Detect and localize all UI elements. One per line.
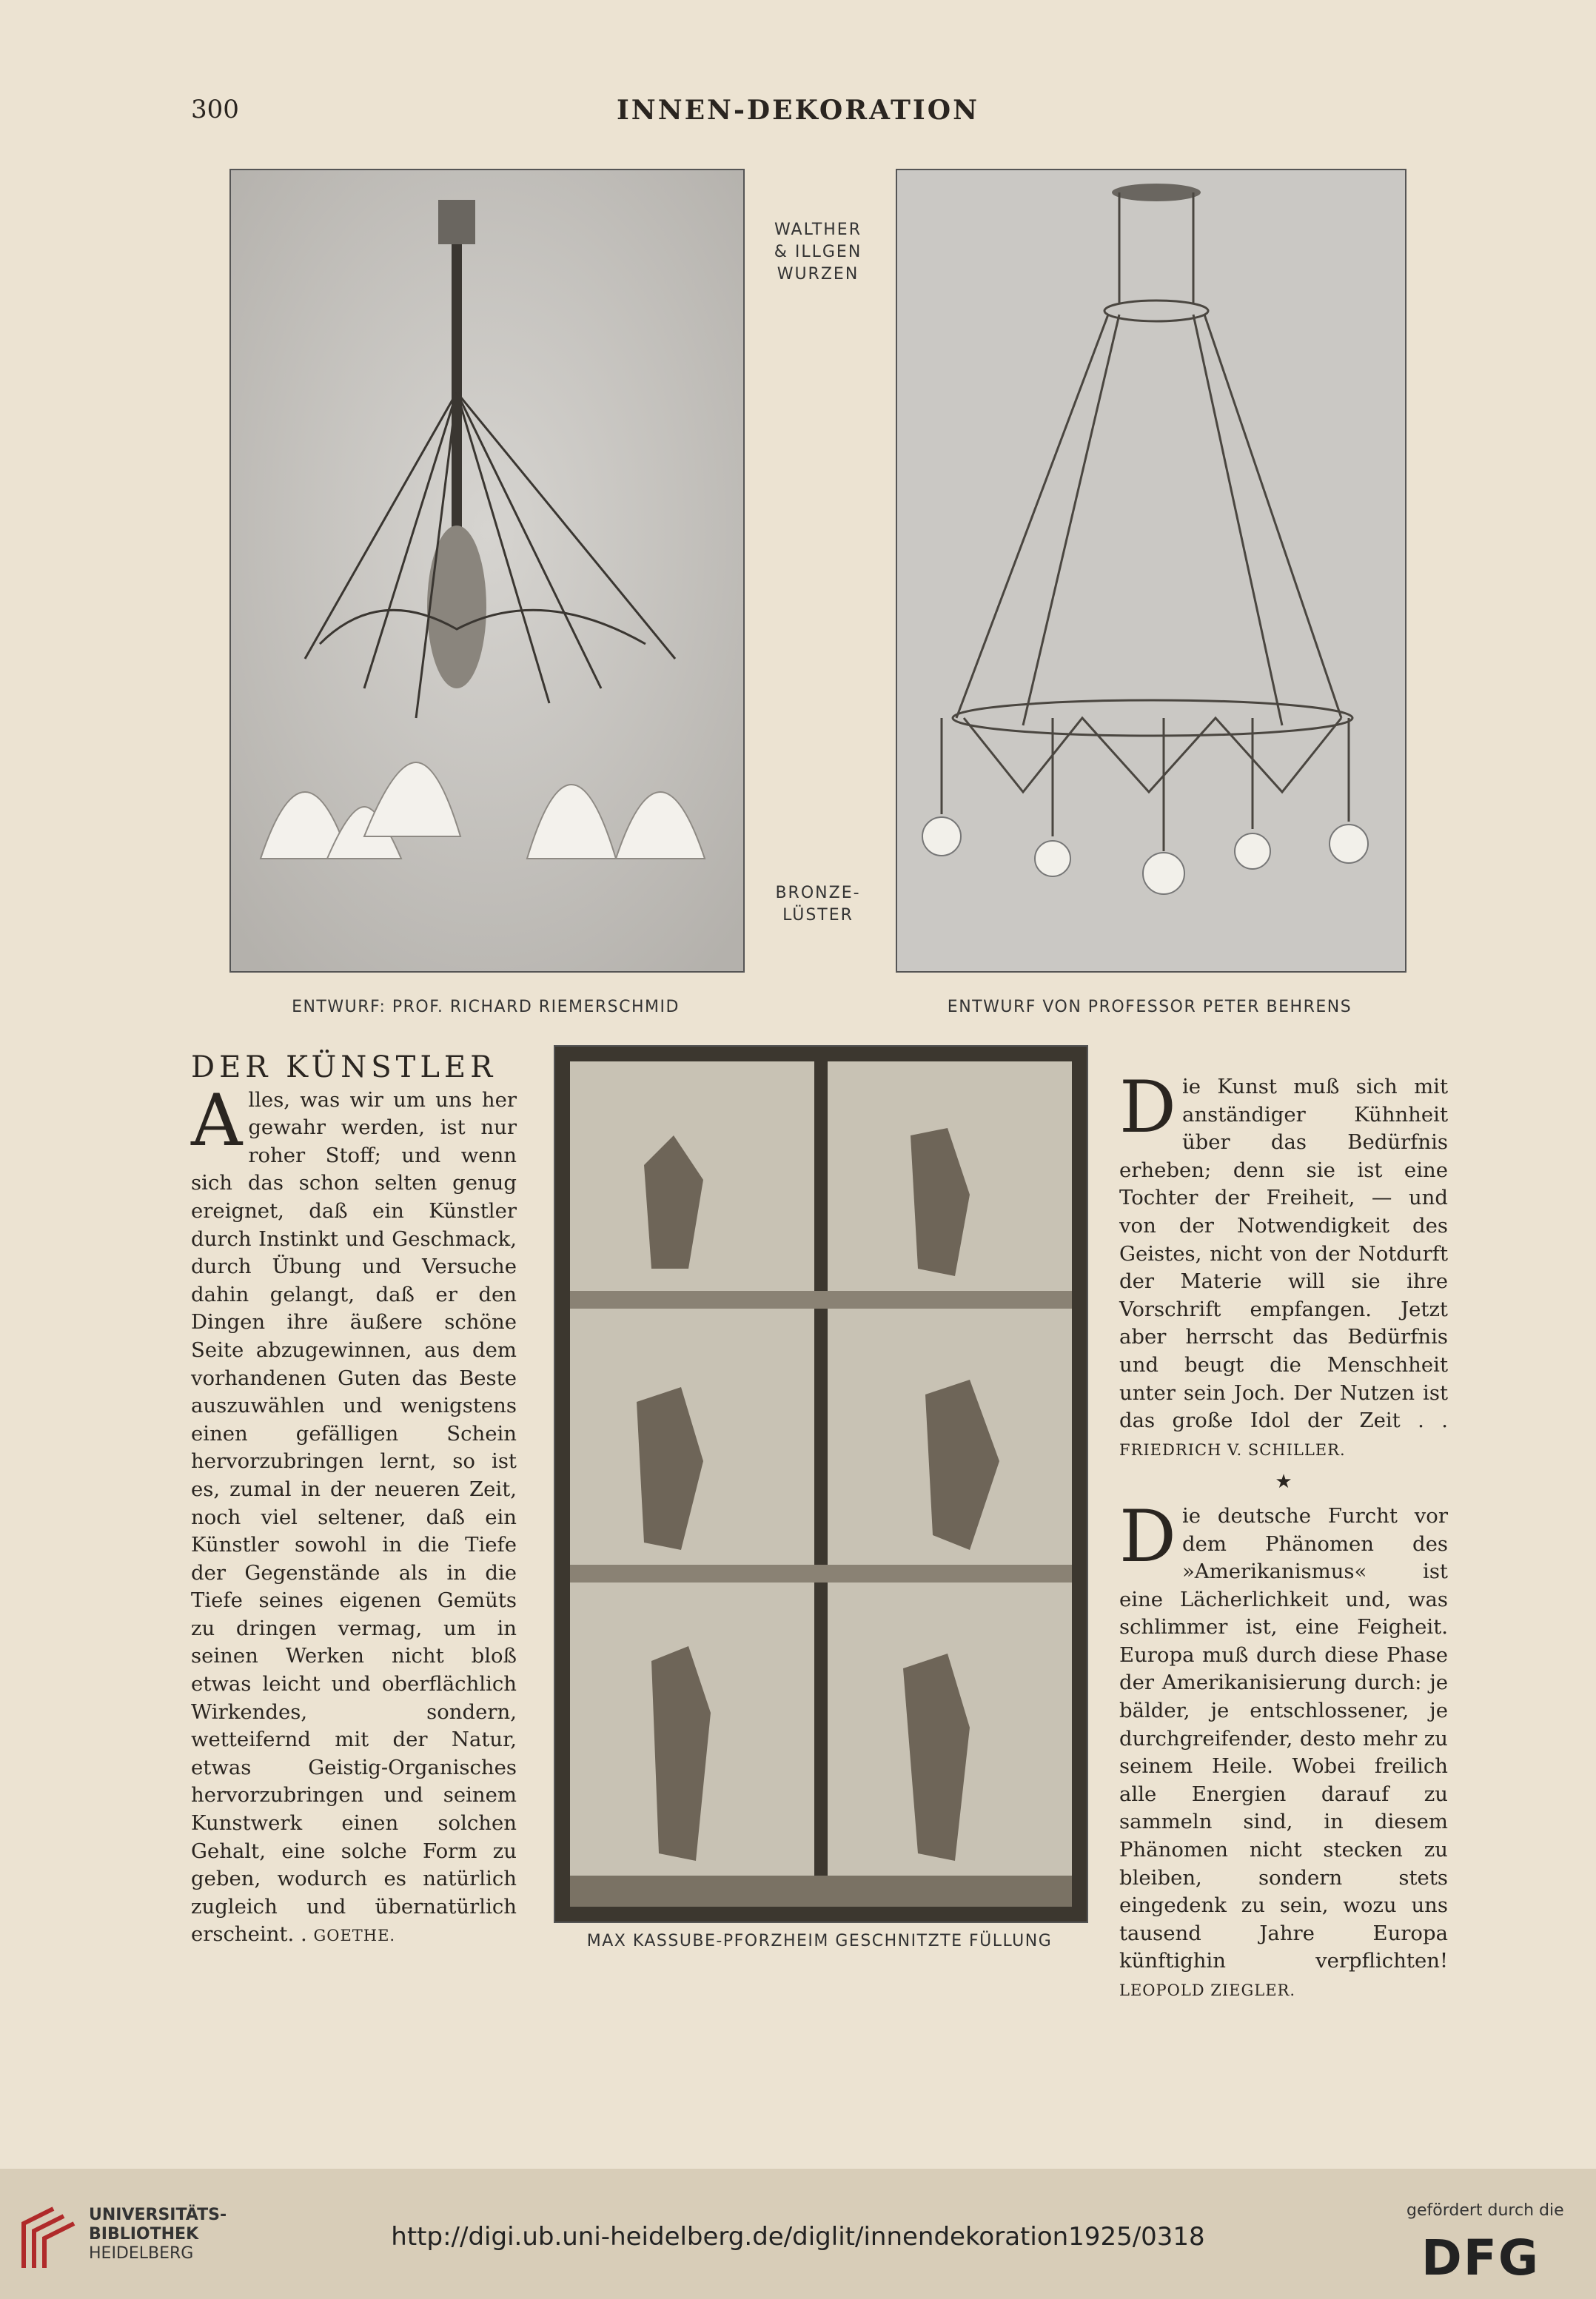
caption-line: LÜSTER [782, 906, 854, 924]
drop-cap: D [1119, 1494, 1176, 1578]
running-title: INNEN-DEKORATION [616, 95, 980, 126]
separator-star: ★ [1275, 1471, 1292, 1494]
caption-line: & ILLGEN [774, 243, 862, 261]
quote-signature: LEOPOLD ZIEGLER. [1119, 1981, 1296, 1999]
caption-line: WALTHER [774, 221, 862, 239]
object-caption [762, 882, 874, 927]
library-line: UNIVERSITÄTS- [89, 2206, 227, 2224]
goethe-quote [191, 1078, 517, 1950]
manufacturer-caption [762, 219, 874, 286]
riemerschmid-chandelier-photo [229, 169, 745, 973]
page-number: 300 [191, 95, 239, 124]
quote-signature: GOETHE. [313, 1927, 396, 1945]
behrens-chandelier-photo [896, 169, 1406, 973]
caption-line: WURZEN [777, 265, 859, 283]
digitization-footer [0, 2169, 1596, 2299]
left-text-column [191, 1050, 517, 1950]
center-photo-caption: MAX KASSUBE-PFORZHEIM GESCHNITZTE FÜLLUNG [586, 1932, 1053, 1950]
quote-body: ie deutsche Furcht vor dem Phänomen des »Amerikanismus« ist eine Lächerlichkeit und, was schlimmer ist, eine Feigheit. Europa muß durch diese Phase der Amerikanisierung durch: je bälder, je entschlossener, je durchgreifender, desto mehr zu seinem Heile. Wobei freilich alle Energien darauf zu sammeln sind, in diesem Phänomen nicht stecken zu bleiben, sondern stets eingedenk zu sein, wozu uns tausend Jahre Europa künftighin verpflichten! [1119, 1503, 1448, 1973]
funding-note: gefördert durch die [1406, 2201, 1564, 2220]
library-line: BIBLIOTHEK [89, 2225, 199, 2243]
right-photo-caption: ENTWURF VON PROFESSOR PETER BEHRENS [947, 998, 1352, 1016]
permalink-url[interactable]: http://digi.ub.uni-heidelberg.de/diglit/innendekoration1925/0318 [391, 2222, 1205, 2252]
quote-signature: FRIEDRICH V. SCHILLER. [1119, 1440, 1346, 1459]
quote-body: ie Kunst muß sich mit anständiger Kühnheit über das Bedürfnis erheben; denn sie ist eine Tochter der Freiheit, — und von der Notwendigkeit des Geistes, nicht von der Notdurft der Materie will sie ihre Vorschrift empfangen. Jetzt aber herrscht das Bedürfnis und beugt die Menschheit unter sein Joch. Der Nutzen ist das große Idol der Zeit . . [1119, 1075, 1448, 1433]
dfg-logo: DFG [1421, 2229, 1540, 2286]
carved-panel-photo [554, 1045, 1088, 1923]
library-line: HEIDELBERG [89, 2244, 194, 2263]
quote-body: lles, was wir um uns her gewahr werden, ist nur roher Stoff; und wenn sich das schon selten genug ereignet, daß ein Künstler durch Instinkt und Geschmack, durch Übung und Versuche dahin gelangt, daß er den Dingen ihre äußere schöne Seite abzugewinnen, aus dem vorhandenen Guten das Beste auszuwählen und wenigstens einen gefälligen Schein hervorzubringen lernt, so ist es, zumal in der neueren Zeit, noch viel seltener, daß ein Künstler sowohl in die Tiefe der Gegenstände als in die Tiefe seines eigenen Gemüts zu dringen vermag, um in seinen Werken nicht bloß etwas leicht und oberflächlich Wirkendes, sondern, wetteifernd mit der Natur, etwas Geistig-Organisches hervorzubringen und seinem Kunstwerk einen solchen Gehalt, eine solche Form zu geben, wodurch es natürlich zugleich und übernatürlich erscheint. . [191, 1087, 517, 1947]
left-photo-caption: ENTWURF: PROF. RICHARD RIEMERSCHMID [292, 998, 680, 1016]
drop-cap: D [1119, 1066, 1176, 1149]
drop-cap: A [191, 1078, 243, 1162]
schiller-quote [1119, 1066, 1448, 1464]
ziegler-quote [1119, 1494, 1448, 2005]
right-text-column [1119, 1066, 1448, 2005]
caption-line: BRONZE- [775, 884, 861, 902]
article-heading: DER KÜNSTLER [191, 1050, 497, 1084]
